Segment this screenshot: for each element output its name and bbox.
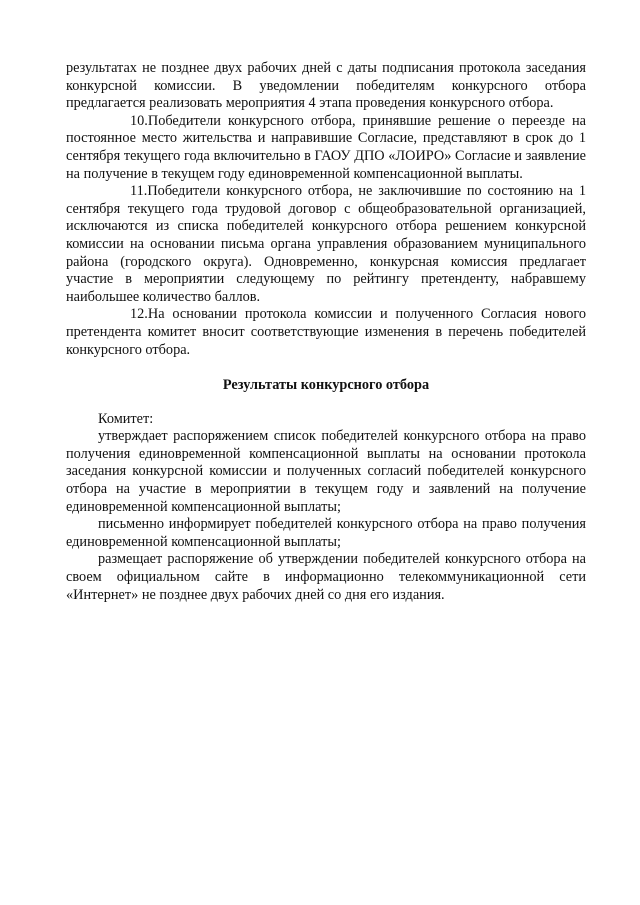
item-text: Победители конкурсного отбора, принявшие решение о переезде на постоянное место жительства и направившие Согласие, представляют в срок до 1 сентября текущего года включительно в ГАОУ ДПО «ЛОИРО» Согласие и заявление на получение в текущем году единовременной компенсационной выплаты. [66,112,586,182]
paragraph-item-11 [66,183,586,306]
paragraph-item-12 [66,306,586,359]
document-page [66,60,586,604]
section-heading: Результаты конкурсного отбора [222,377,430,394]
paragraph-item-10 [66,113,586,183]
committee-duty-3: размещает распоряжение об утверждении победителей конкурсного отбора на своем официальном сайте в информационно телекоммуникационной сети «Интернет» не позднее двух рабочих дней со дня его издания. [66,551,586,603]
committee-duty-1: утверждает распоряжением список победителей конкурсного отбора на право получения единовременной компенсационной выплаты на основании протокола заседания конкурсной комиссии и полученных согласий победителей конкурсного отбора на участие в мероприятии в текущем году и заявлений на получение единовременной компенсационной выплаты; [66,428,586,515]
committee-label: Комитет: [98,410,154,427]
item-number: 12. [130,306,148,323]
committee-duty-2: письменно информирует победителей конкурсного отбора на право получения единовременной компенсационной выплаты; [66,516,586,550]
paragraph-continuation: результатах не позднее двух рабочих дней с даты подписания протокола заседания конкурсной комиссии. В уведомлении победителям конкурсного отбора предлагается реализовать мероприятия 4 этапа проведения конкурсного отбора. [66,60,586,112]
item-number: 10. [130,112,148,129]
item-text: На основании протокола комиссии и полученного Согласия нового претендента комитет вносит соответствующие изменения в перечень победителей конкурсного отбора. [66,306,586,358]
item-text: Победители конкурсного отбора, не заключившие по состоянию на 1 сентября текущего года трудовой договор с общеобразовательной организацией, исключаются из списка победителей конкурсного отбора решением конкурсной комиссии на основании письма органа управления образованием муниципального района (городского округа). Одновременно, конкурсная комиссия предлагает участие в мероприятии следующему по рейтингу претенденту, набравшему наибольшее количество баллов. [66,183,586,305]
item-number: 11. [130,183,148,200]
